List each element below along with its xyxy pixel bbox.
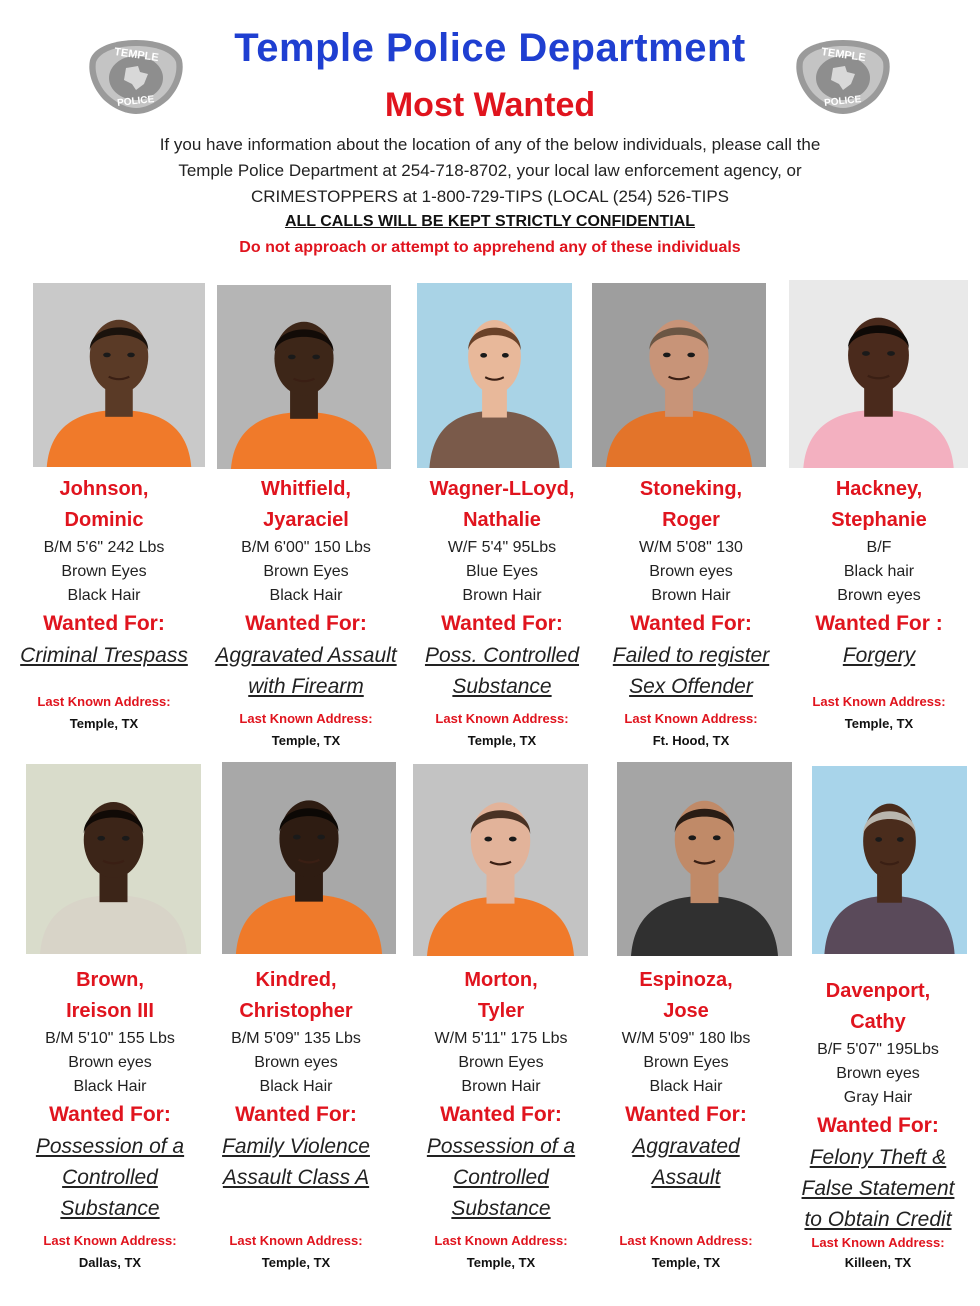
suspect-eyes: Brown Eyes — [61, 563, 147, 580]
last-known-address-label: Last Known Address: — [812, 694, 946, 709]
suspect-card — [14, 965, 206, 1274]
suspect-eyes: Blue Eyes — [465, 563, 539, 580]
charge-line: Possession of a — [35, 1135, 185, 1158]
suspect-card — [8, 474, 200, 735]
suspect-eyes: Brown eyes — [68, 1054, 152, 1071]
suspect-last-name: Hackney, — [835, 478, 923, 500]
last-known-city: Temple, TX — [69, 716, 139, 731]
wanted-for-label: Wanted For: — [49, 1103, 171, 1126]
suspect-first-name: Christopher — [239, 1000, 353, 1022]
wanted-for-label: Wanted For: — [630, 612, 752, 635]
wanted-for-label: Wanted For: — [817, 1114, 939, 1137]
suspect-card — [200, 965, 392, 1274]
suspect-stats: B/M 5'09" 135 Lbs — [231, 1030, 361, 1047]
suspect-last-name: Davenport, — [825, 980, 931, 1002]
suspect-hair: Black Hair — [269, 587, 343, 604]
charge-line: Criminal Trespass — [20, 644, 188, 667]
last-known-address-label: Last Known Address: — [43, 1233, 177, 1248]
wanted-for-label: Wanted For: — [235, 1103, 357, 1126]
suspect-hair: Gray Hair — [843, 1089, 913, 1106]
suspect-hair: Black Hair — [73, 1078, 147, 1095]
suspect-eyes: Brown Eyes — [643, 1054, 729, 1071]
wanted-for-label: Wanted For: — [441, 612, 563, 635]
last-known-city: Temple, TX — [651, 1255, 721, 1270]
suspect-last-name: Stoneking, — [639, 478, 743, 500]
wanted-for-label: Wanted For: — [245, 612, 367, 635]
suspect-photo — [789, 280, 968, 468]
suspect-stats: W/M 5'11" 175 Lbs — [434, 1030, 568, 1047]
suspect-last-name: Espinoza, — [639, 969, 733, 991]
suspect-hair: Black Hair — [259, 1078, 333, 1095]
last-known-city: Temple, TX — [466, 1255, 536, 1270]
confidential-notice: ALL CALLS WILL BE KEPT STRICTLY CONFIDENTIAL — [284, 213, 696, 230]
charge-line: False Statement — [801, 1177, 955, 1200]
wanted-for-label: Wanted For: — [625, 1103, 747, 1126]
suspect-last-name: Wagner-LLoyd, — [429, 478, 575, 500]
suspect-first-name: Stephanie — [831, 509, 927, 531]
suspect-card — [200, 474, 412, 752]
charge-line: Forgery — [842, 644, 916, 667]
suspect-first-name: Cathy — [850, 1011, 906, 1033]
warning-notice: Do not approach or attempt to apprehend any of these individuals — [239, 239, 741, 256]
charge-line: Sex Offender — [629, 675, 753, 698]
suspect-card — [596, 474, 786, 752]
suspect-first-name: Dominic — [64, 509, 144, 531]
suspect-eyes: Brown Eyes — [458, 1054, 544, 1071]
suspect-last-name: Johnson, — [59, 478, 149, 500]
suspect-stats: B/M 6'00" 150 Lbs — [241, 539, 371, 556]
person-silhouette — [417, 283, 572, 468]
info-line-2: Temple Police Department at 254-718-8702, your local law enforcement agency, or — [178, 161, 802, 180]
suspect-first-name: Tyler — [477, 1000, 525, 1022]
suspect-stats: B/F 5'07" 195Lbs — [817, 1041, 939, 1058]
page-subtitle: Most Wanted — [384, 86, 596, 124]
suspect-first-name: Jose — [663, 1000, 709, 1022]
last-known-city: Temple, TX — [467, 733, 537, 748]
info-line-3: CRIMESTOPPERS at 1-800-729-TIPS (LOCAL (254) 526-TIPS — [250, 187, 730, 206]
suspect-photo — [592, 283, 766, 467]
person-silhouette — [617, 762, 792, 956]
wanted-for-label: Wanted For : — [815, 612, 943, 635]
person-silhouette — [812, 766, 967, 954]
charge-line: Controlled — [453, 1166, 549, 1189]
charge-line: Assault Class A — [222, 1166, 370, 1189]
suspect-photo — [217, 285, 391, 469]
last-known-city: Temple, TX — [271, 733, 341, 748]
suspect-hair: Brown Hair — [461, 1078, 541, 1095]
suspect-eyes: Brown Eyes — [263, 563, 349, 580]
suspect-first-name: Ireison III — [66, 1000, 154, 1022]
person-silhouette — [592, 283, 766, 467]
suspect-stats: W/M 5'09" 180 lbs — [621, 1030, 751, 1047]
charge-line: Controlled — [62, 1166, 158, 1189]
charge-line: Poss. Controlled — [424, 644, 580, 667]
suspect-card — [790, 474, 968, 735]
person-silhouette — [33, 283, 205, 467]
suspect-last-name: Morton, — [464, 969, 538, 991]
suspect-eyes: Black hair — [843, 563, 915, 580]
suspect-hair: Brown eyes — [837, 587, 921, 604]
last-known-city: Dallas, TX — [78, 1255, 142, 1270]
person-silhouette — [789, 280, 968, 468]
charge-line: Substance — [452, 675, 552, 698]
suspect-stats: B/M 5'10" 155 Lbs — [45, 1030, 175, 1047]
suspect-eyes: Brown eyes — [649, 563, 733, 580]
suspect-first-name: Nathalie — [463, 509, 541, 531]
charge-line: Possession of a — [426, 1135, 576, 1158]
info-line-1: If you have information about the location of any of the below individuals, please call the — [159, 135, 821, 154]
suspect-photo — [33, 283, 205, 467]
svg-text:POLICE: POLICE — [116, 94, 155, 109]
charge-line: Felony Theft & — [809, 1146, 947, 1169]
charge-line: with Firearm — [248, 675, 364, 698]
charge-line: Failed to register — [612, 644, 770, 667]
suspect-stats: W/F 5'4" 95Lbs — [447, 539, 557, 556]
suspect-hair: Brown Hair — [651, 587, 731, 604]
suspect-first-name: Jyaraciel — [263, 509, 349, 531]
person-silhouette — [26, 764, 201, 954]
last-known-city: Temple, TX — [261, 1255, 331, 1270]
last-known-address-label: Last Known Address: — [624, 711, 758, 726]
last-known-address-label: Last Known Address: — [229, 1233, 363, 1248]
charge-line: Aggravated Assault — [215, 644, 397, 667]
suspect-photo — [417, 283, 572, 468]
charge-line: Family Violence — [222, 1135, 370, 1158]
suspect-card — [590, 965, 782, 1274]
suspect-stats: B/M 5'6" 242 Lbs — [43, 539, 165, 556]
suspect-stats: W/M 5'08" 130 — [639, 539, 743, 556]
page-title: Temple Police Department — [234, 26, 746, 70]
suspect-photo — [222, 762, 396, 954]
last-known-address-label: Last Known Address: — [239, 711, 373, 726]
suspect-photo — [812, 766, 967, 954]
suspect-card — [405, 965, 597, 1274]
last-known-address-label: Last Known Address: — [811, 1235, 945, 1250]
suspect-hair: Black Hair — [649, 1078, 723, 1095]
charge-line: Substance — [60, 1197, 160, 1220]
person-silhouette — [413, 764, 588, 956]
suspect-hair: Brown Hair — [462, 587, 542, 604]
last-known-city: Temple, TX — [844, 716, 914, 731]
suspect-eyes: Brown eyes — [836, 1065, 920, 1082]
suspect-card — [782, 976, 974, 1275]
suspect-stats: B/F — [866, 539, 892, 556]
wanted-for-label: Wanted For: — [440, 1103, 562, 1126]
charge-line: Assault — [651, 1166, 721, 1189]
wanted-for-label: Wanted For: — [43, 612, 165, 635]
suspect-eyes: Brown eyes — [254, 1054, 338, 1071]
suspect-last-name: Kindred, — [255, 969, 337, 991]
last-known-city: Ft. Hood, TX — [652, 733, 730, 748]
poster-header — [0, 0, 980, 270]
suspect-last-name: Brown, — [76, 969, 144, 991]
last-known-address-label: Last Known Address: — [37, 694, 171, 709]
suspect-first-name: Roger — [662, 509, 720, 531]
svg-text:TEMPLE: TEMPLE — [113, 45, 160, 65]
last-known-address-label: Last Known Address: — [435, 711, 569, 726]
suspect-last-name: Whitfield, — [261, 478, 351, 500]
last-known-city: Killeen, TX — [844, 1255, 912, 1270]
charge-line: to Obtain Credit — [804, 1208, 952, 1231]
suspect-photo — [413, 764, 588, 956]
suspect-hair: Black Hair — [67, 587, 141, 604]
suspect-card — [412, 474, 592, 752]
suspect-photo — [26, 764, 201, 954]
charge-line: Aggravated — [632, 1135, 740, 1158]
svg-text:TEMPLE: TEMPLE — [820, 45, 867, 65]
person-silhouette — [217, 285, 391, 469]
last-known-address-label: Last Known Address: — [619, 1233, 753, 1248]
charge-line: Substance — [451, 1197, 551, 1220]
suspect-photo — [617, 762, 792, 956]
person-silhouette — [222, 762, 396, 954]
last-known-address-label: Last Known Address: — [434, 1233, 568, 1248]
svg-text:POLICE: POLICE — [823, 94, 862, 109]
